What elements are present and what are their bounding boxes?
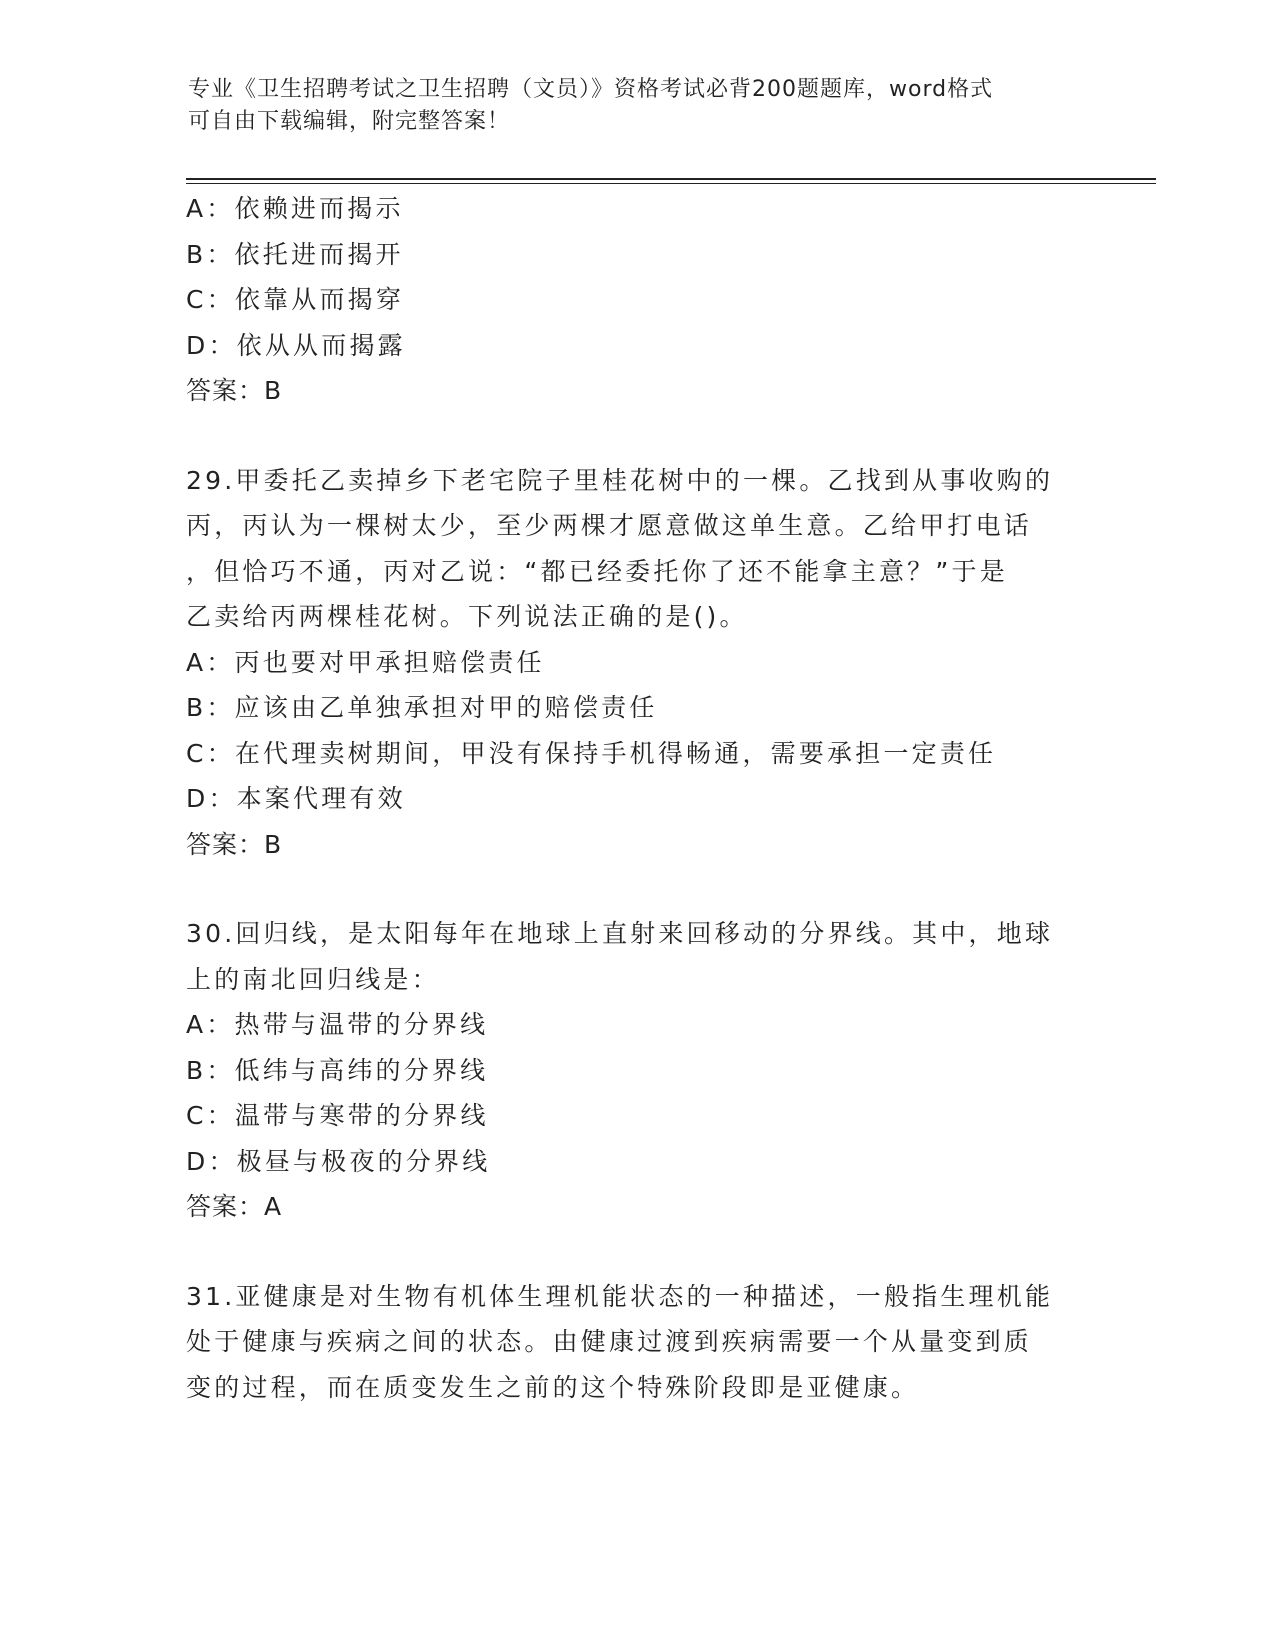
question-text-line: 31.亚健康是对生物有机体生理机能状态的一种描述，一般指生理机能 xyxy=(186,1281,1054,1311)
question-text-line: 乙卖给丙两棵桂花树。下列说法正确的是()。 xyxy=(186,602,748,631)
question-text-line: 上的南北回归线是： xyxy=(186,964,440,994)
question-text-line: 变的过程，而在质变发生之前的这个特殊阶段即是亚健康。 xyxy=(186,1372,920,1402)
question-31 xyxy=(186,1274,1086,1411)
question-text-line: ，但恰巧不通，丙对乙说：“都已经委托你了还不能拿主意？”于是 xyxy=(186,556,1008,586)
option-a: A：丙也要对甲承担赔偿责任 xyxy=(186,647,545,677)
question-list xyxy=(186,186,1086,1410)
option-b: B：依托进而揭开 xyxy=(186,239,404,269)
option-c: C：依靠从而揭穿 xyxy=(186,285,405,314)
option-d: D：极昼与极夜的分界线 xyxy=(186,1146,491,1176)
question-28 xyxy=(186,186,1086,414)
option-a: A：依赖进而揭示 xyxy=(186,194,404,223)
question-text-line: 丙，丙认为一棵树太少，至少两棵才愿意做这单生意。乙给甲打电话 xyxy=(186,511,1033,540)
answer: 答案：A xyxy=(186,1192,283,1221)
question-text-line: 处于健康与疾病之间的状态。由健康过渡到疾病需要一个从量变到质 xyxy=(186,1327,1033,1356)
question-30 xyxy=(186,911,1086,1230)
spacer xyxy=(186,867,1086,911)
question-text-line: 29.甲委托乙卖掉乡下老宅院子里桂花树中的一棵。乙找到从事收购的 xyxy=(186,465,1054,495)
option-d: D：依从从而揭露 xyxy=(186,330,406,360)
spacer xyxy=(186,1230,1086,1274)
question-text-line: 30.回归线，是太阳每年在地球上直射来回移动的分界线。其中，地球 xyxy=(186,919,1054,948)
question-29 xyxy=(186,458,1086,868)
header-line-1: 专业《卫生招聘考试之卫生招聘（文员）》资格考试必背200题题库，word格式 xyxy=(188,77,994,102)
option-c: C：在代理卖树期间，甲没有保持手机得畅通，需要承担一定责任 xyxy=(186,738,997,768)
document-header xyxy=(188,74,1068,138)
option-d: D：本案代理有效 xyxy=(186,784,406,813)
option-a: A：热带与温带的分界线 xyxy=(186,1010,489,1039)
option-b: B：应该由乙单独承担对甲的赔偿责任 xyxy=(186,693,658,722)
option-c: C：温带与寒带的分界线 xyxy=(186,1101,489,1130)
header-line-2: 可自由下载编辑，附完整答案！ xyxy=(188,109,511,134)
spacer xyxy=(186,414,1086,458)
header-divider-thin xyxy=(186,183,1156,184)
answer: 答案：B xyxy=(186,829,283,859)
header-divider-thick xyxy=(186,178,1156,180)
option-b: B：低纬与高纬的分界线 xyxy=(186,1055,489,1085)
answer: 答案：B xyxy=(186,376,283,405)
